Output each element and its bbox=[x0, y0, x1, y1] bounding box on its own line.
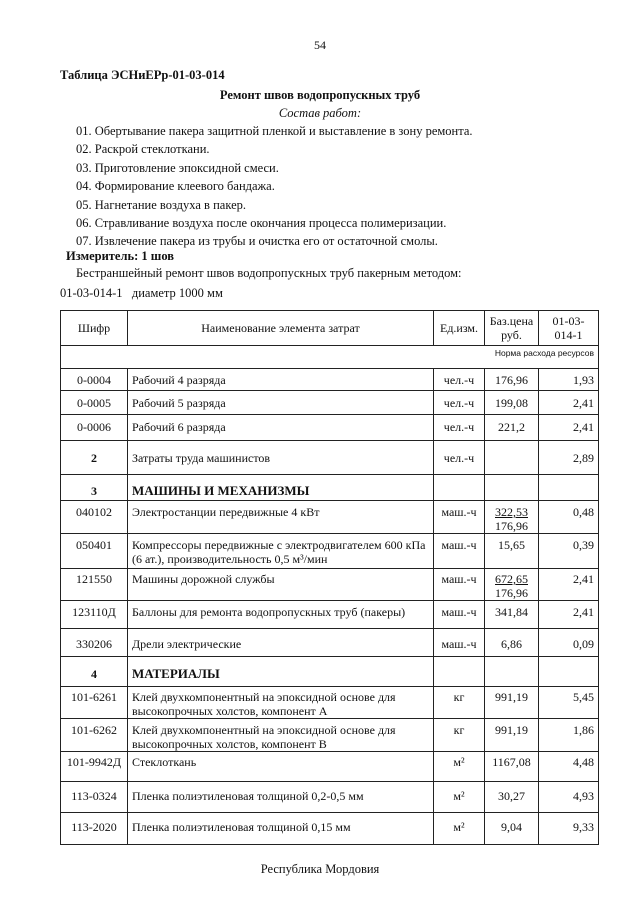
row-code: 113-2020 bbox=[61, 813, 128, 845]
row-code: 0-0006 bbox=[61, 415, 128, 441]
row-name: Машины дорожной службы bbox=[128, 569, 434, 601]
header-unit: Ед.изм. bbox=[434, 311, 485, 346]
row-value: 5,45 bbox=[539, 687, 599, 719]
table-row bbox=[61, 601, 599, 629]
row-value: 2,41 bbox=[539, 569, 599, 601]
row-code: 0-0004 bbox=[61, 369, 128, 391]
row-name: Рабочий 4 разряда bbox=[128, 369, 434, 391]
work-item: 05. Нагнетание воздуха в пакер. bbox=[76, 197, 247, 212]
table-row bbox=[61, 415, 599, 441]
row-price: 199,08 bbox=[485, 391, 539, 415]
header-norm: 01-03-014-1 bbox=[539, 311, 599, 346]
row-code: 101-6261 bbox=[61, 687, 128, 719]
norm-caption-row bbox=[61, 346, 599, 369]
table-row bbox=[61, 782, 599, 813]
table-row bbox=[61, 752, 599, 782]
row-price: 991,19 bbox=[485, 687, 539, 719]
row-value: 4,48 bbox=[539, 752, 599, 782]
row-value: 1,86 bbox=[539, 719, 599, 752]
empty-cell bbox=[485, 475, 539, 501]
row-price: 6,86 bbox=[485, 629, 539, 657]
price-main: 672,65 bbox=[495, 572, 528, 586]
row-name: Электростанции передвижные 4 кВт bbox=[128, 501, 434, 534]
header-code: Шифр bbox=[61, 311, 128, 346]
price-main: 322,53 bbox=[495, 505, 528, 519]
code-line: 01-03-014-1 диаметр 1000 мм bbox=[60, 286, 223, 300]
row-value: 0,48 bbox=[539, 501, 599, 534]
row-value: 4,93 bbox=[539, 782, 599, 813]
section-price-empty bbox=[485, 441, 539, 475]
work-item: 02. Раскрой стеклоткани. bbox=[76, 142, 210, 157]
header-name: Наименование элемента затрат bbox=[128, 311, 434, 346]
row-code: 101-9942Д bbox=[61, 752, 128, 782]
row-value: 2,41 bbox=[539, 415, 599, 441]
row-name: Дрели электрические bbox=[128, 629, 434, 657]
row-code: 330206 bbox=[61, 629, 128, 657]
row-name: Рабочий 5 разряда bbox=[128, 391, 434, 415]
section-row-materials bbox=[61, 657, 599, 687]
empty-cell bbox=[434, 657, 485, 687]
row-value: 2,41 bbox=[539, 601, 599, 629]
row-code: 123110Д bbox=[61, 601, 128, 629]
row-price: 341,84 bbox=[485, 601, 539, 629]
row-price bbox=[485, 569, 539, 601]
row-price: 991,19 bbox=[485, 719, 539, 752]
row-unit: маш.-ч bbox=[434, 569, 485, 601]
row-code: 101-6262 bbox=[61, 719, 128, 752]
row-unit: маш.-ч bbox=[434, 501, 485, 534]
row-value: 0,09 bbox=[539, 629, 599, 657]
footer-region: Республика Мордовия bbox=[260, 862, 380, 876]
row-code: 040102 bbox=[61, 501, 128, 534]
row-price: 9,04 bbox=[485, 813, 539, 845]
row-unit: м² bbox=[434, 752, 485, 782]
row-name: Стеклоткань bbox=[128, 752, 434, 782]
table-header-row bbox=[61, 311, 599, 346]
work-item: 04. Формирование клеевого бандажа. bbox=[76, 179, 275, 194]
price-secondary: 176,96 bbox=[495, 519, 528, 533]
row-name: Баллоны для ремонта водопропускных труб (пакеры) bbox=[128, 601, 434, 629]
section-row-labor-drivers bbox=[61, 441, 599, 475]
section-name: МАШИНЫ И МЕХАНИЗМЫ bbox=[128, 475, 434, 501]
section-number: 3 bbox=[61, 475, 128, 501]
row-unit: маш.-ч bbox=[434, 601, 485, 629]
row-name: Пленка полиэтиленовая толщиной 0,15 мм bbox=[128, 813, 434, 845]
row-code: 050401 bbox=[61, 534, 128, 569]
works-list bbox=[76, 122, 473, 251]
row-name: Пленка полиэтиленовая толщиной 0,2-0,5 мм bbox=[128, 782, 434, 813]
composition-label: Состав работ: bbox=[278, 106, 362, 120]
section-name: Затраты труда машинистов bbox=[128, 441, 434, 475]
empty-cell bbox=[539, 657, 599, 687]
row-price: 176,96 bbox=[485, 369, 539, 391]
row-unit: чел.-ч bbox=[434, 415, 485, 441]
row-unit: кг bbox=[434, 687, 485, 719]
measure-unit: Измеритель: 1 шов bbox=[66, 249, 175, 263]
row-price: 30,27 bbox=[485, 782, 539, 813]
table-row bbox=[61, 369, 599, 391]
row-unit: маш.-ч bbox=[434, 629, 485, 657]
work-item: 01. Обертывание пакера защитной пленкой и выставление в зону ремонта. bbox=[76, 124, 473, 138]
row-name: Клей двухкомпонентный на эпоксидной основе для высокопрочных холстов, компонент А bbox=[128, 687, 434, 719]
work-item: 06. Стравливание воздуха после окончания процесса полимеризации. bbox=[76, 215, 447, 230]
row-price: 1167,08 bbox=[485, 752, 539, 782]
table-row bbox=[61, 569, 599, 601]
empty-cell bbox=[485, 657, 539, 687]
section-unit: чел.-ч bbox=[434, 441, 485, 475]
section-name: МАТЕРИАЛЫ bbox=[128, 657, 434, 687]
table-row bbox=[61, 391, 599, 415]
row-code: 121550 bbox=[61, 569, 128, 601]
section-value: 2,89 bbox=[539, 441, 599, 475]
row-value: 1,93 bbox=[539, 369, 599, 391]
work-item: 03. Приготовление эпоксидной смеси. bbox=[76, 160, 279, 175]
row-name: Клей двухкомпонентный на эпоксидной основе для высокопрочных холстов, компонент В bbox=[128, 719, 434, 752]
row-value: 9,33 bbox=[539, 813, 599, 845]
norm-caption: Норма расхода ресурсов bbox=[61, 346, 599, 369]
row-code: 113-0324 bbox=[61, 782, 128, 813]
header-price: Баз.цена руб. bbox=[485, 311, 539, 346]
table-row bbox=[61, 534, 599, 569]
empty-cell bbox=[539, 475, 599, 501]
row-name: Компрессоры передвижные с электродвигателем 600 кПа (6 ат.), производительность 0,5 м³/мин bbox=[128, 534, 434, 569]
page-number: 54 bbox=[314, 38, 326, 52]
row-unit: чел.-ч bbox=[434, 391, 485, 415]
row-value: 0,39 bbox=[539, 534, 599, 569]
row-name: Рабочий 6 разряда bbox=[128, 415, 434, 441]
subtitle: Ремонт швов водопропускных труб bbox=[219, 88, 421, 102]
table-row bbox=[61, 813, 599, 845]
price-secondary: 176,96 bbox=[495, 586, 528, 600]
row-value: 2,41 bbox=[539, 391, 599, 415]
empty-cell bbox=[434, 475, 485, 501]
resource-table bbox=[60, 310, 599, 845]
row-unit: маш.-ч bbox=[434, 534, 485, 569]
row-unit: м² bbox=[434, 782, 485, 813]
section-number: 2 bbox=[61, 441, 128, 475]
row-price bbox=[485, 501, 539, 534]
row-unit: чел.-ч bbox=[434, 369, 485, 391]
section-row-machines bbox=[61, 475, 599, 501]
work-item: 07. Извлечение пакера из трубы и очистка его от остаточной смолы. bbox=[76, 234, 438, 249]
section-number: 4 bbox=[61, 657, 128, 687]
row-code: 0-0005 bbox=[61, 391, 128, 415]
row-unit: кг bbox=[434, 719, 485, 752]
row-unit: м² bbox=[434, 813, 485, 845]
row-price: 221,2 bbox=[485, 415, 539, 441]
table-row bbox=[61, 629, 599, 657]
table-title: Таблица ЭСНиЕРр-01-03-014 bbox=[60, 68, 225, 82]
description: Бестраншейный ремонт швов водопропускных труб пакерным методом: bbox=[76, 266, 462, 280]
row-price: 15,65 bbox=[485, 534, 539, 569]
table-row bbox=[61, 501, 599, 534]
table-row bbox=[61, 719, 599, 752]
table-row bbox=[61, 687, 599, 719]
